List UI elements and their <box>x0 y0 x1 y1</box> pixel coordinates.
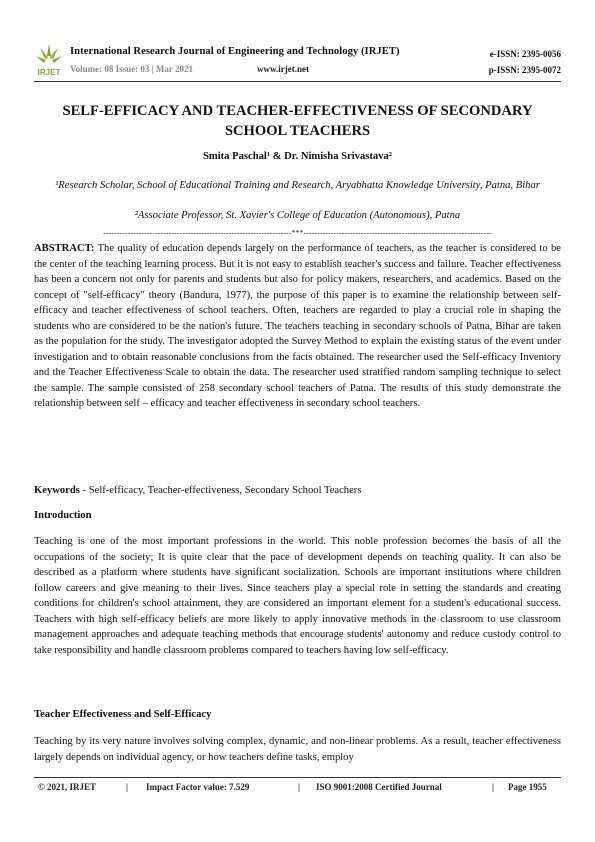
keywords-text: - Self-efficacy, Teacher-effectiveness, Secondary School Teachers <box>79 485 362 496</box>
section-heading-introduction: Introduction <box>34 510 92 521</box>
abstract-label: ABSTRACT: <box>34 243 95 254</box>
irjet-logo-icon <box>34 42 64 78</box>
keywords-label: Keywords <box>34 485 80 496</box>
affiliation-2: ²Associate Professor, St. Xavier's College of Education (Autonomous), Patna <box>134 210 461 221</box>
footer-iso: ISO 9001:2008 Certified Journal <box>316 782 442 792</box>
section-paragraph-teacher-effectiveness: Teaching by its very nature involves solving complex, dynamic, and non-linear problems. As a result, teacher effectiveness largely depends on individual agency, or how teachers define tasks, employ <box>34 736 561 763</box>
paper-title: SELF-EFFICACY AND TEACHER-EFFECTIVENESS OF SECONDARY SCHOOL TEACHERS <box>62 103 533 139</box>
volume-issue: Volume: 08 Issue: 03 | Mar 2021 <box>70 64 193 74</box>
journal-website-link[interactable]: www.irjet.net <box>257 64 309 74</box>
keywords <box>34 485 561 496</box>
paper-authors: Smita Paschal¹ & Dr. Nimisha Srivastava² <box>202 151 392 162</box>
page-header <box>34 40 561 80</box>
footer-separator: | <box>492 782 494 792</box>
abstract <box>34 241 561 412</box>
footer-separator: | <box>298 782 300 792</box>
section-heading-teacher-effectiveness: Teacher Effectiveness and Self-Efficacy <box>34 709 212 720</box>
e-issn: e-ISSN: 2395-0056 <box>489 49 561 59</box>
footer-divider <box>34 777 561 778</box>
affiliation-1: ¹Research Scholar, School of Educational Training and Research, Aryabhatta Knowledge University, Patna, Bihar <box>55 180 540 191</box>
section-paragraph-introduction: Teaching is one of the most important professions in the world. This noble profession becomes the basis of all the occupations of the society; It is quite clear that the pace of development depends on teaching quality. It can also be described as a platform where students have significant socialization. Schools are important institutions where children follow careers and give meaning to their lives. Since teachers play a special role in setting the standards and creating conditions for children's school attainment, they are considered an important element for a student's educational success. Teachers with high self-efficacy beliefs are more likely to apply innovative methods in the classroom to use classroom management approaches and adequate teaching methods that encourage students' autonomy and reduce custody control to take responsibility and handle classroom problems compared to teachers having low self-efficacy. <box>34 536 561 656</box>
footer-page-number: Page 1955 <box>508 782 547 792</box>
p-issn: p-ISSN: 2395-0072 <box>488 65 561 75</box>
logo-text: IRJET <box>37 68 61 77</box>
abstract-text: The quality of education depends largely on the performance of teachers, as the teacher is considered to be the center of the teaching learning process. But it is not easy to establish teacher's success and failure. Teacher effectiveness has been a concern not only for parents and students but also for policy makers, researchers, and academics. Based on the concept of "self-efficacy" theory (Bandura, 1977), the purpose of this paper is to examine the relationship between self-efficacy and teacher effectiveness of school teachers. Often, teachers are regarded to play a crucial role in shaping the students who are considered to be the nation's future. The teachers teaching in secondary schools of Patna, Bihar are taken as the population for the study. The investigator adopted the Survey Method to explain the existing status of the event under investigation and to obtain reasonable conclusions from the facts obtained. The researcher used the Self-efficacy Inventory and the Teacher Effectiveness Scale to obtain the data. The researcher used stratified random sampling technique to select the sample. The sample consisted of 258 secondary school teachers of Patna. The results of this study demonstrate the relationship between self – efficacy and teacher effectiveness in secondary school teachers. <box>34 243 561 409</box>
separator-line: ---------------------------------------------------------------------***--------------------------------------------------------------------- <box>103 228 492 237</box>
footer-copyright: © 2021, IRJET <box>38 782 96 792</box>
header-divider <box>34 81 561 82</box>
footer-separator: | <box>126 782 128 792</box>
journal-title: International Research Journal of Engineering and Technology (IRJET) <box>70 46 400 57</box>
footer-impact-factor: Impact Factor value: 7.529 <box>146 782 250 792</box>
